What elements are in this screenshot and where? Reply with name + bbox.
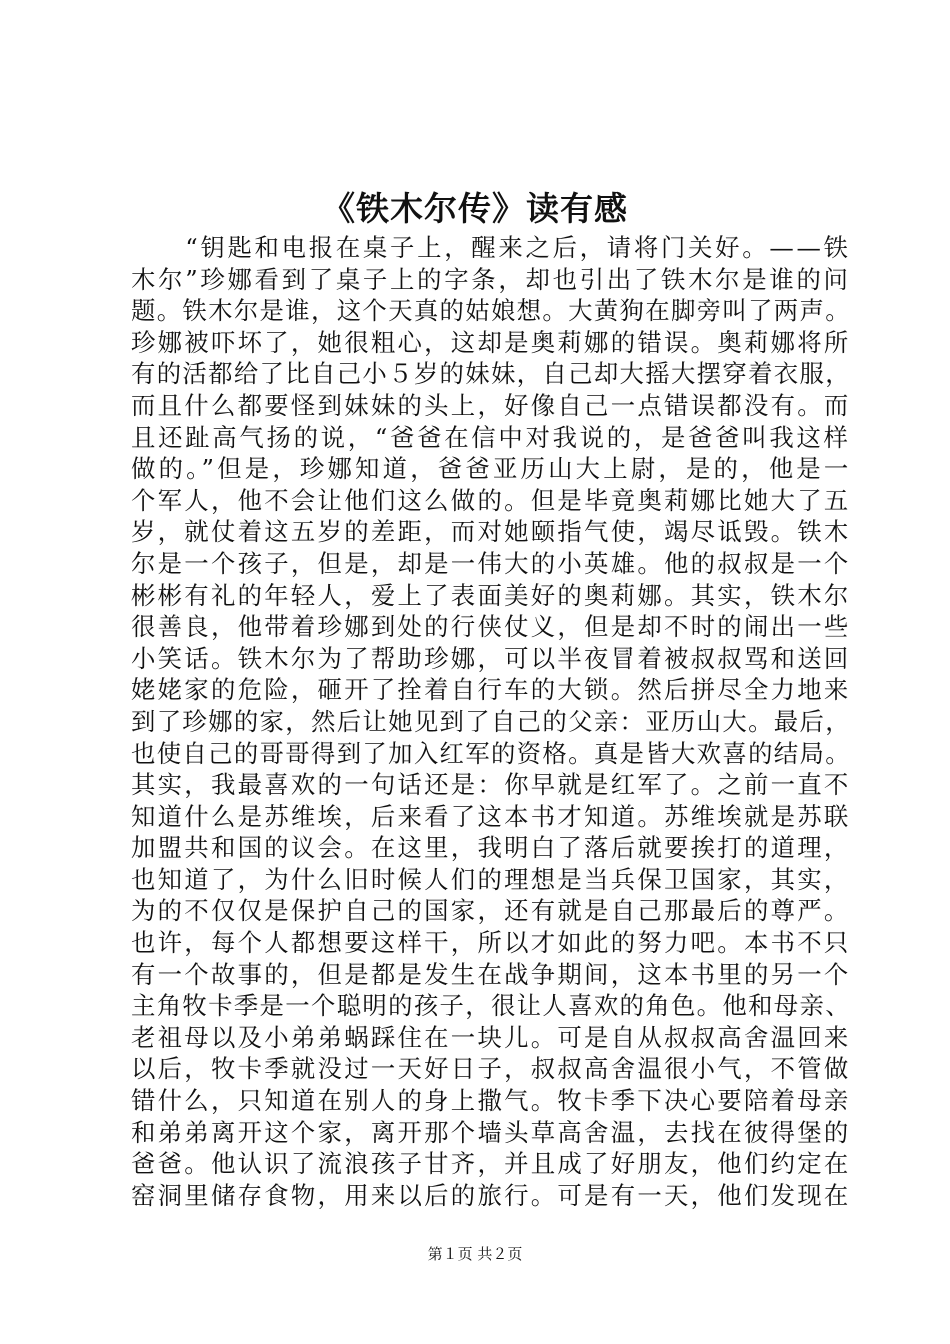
body-line: 珍娜被吓坏了，她很粗心，这却是奥莉娜的错误。奥莉娜将所 [131,327,851,357]
document-body [131,232,851,1211]
body-line: 知道什么是苏维埃，后来看了这本书才知道。苏维埃就是苏联 [131,801,851,831]
body-line: 为的不仅仅是保护自己的国家，还有就是自己那最后的尊严。 [131,896,851,926]
body-line: 做的。”但是，珍娜知道，爸爸亚历山大上尉，是的，他是一 [131,454,852,484]
document-title: 《铁木尔传》读有感 [322,189,628,228]
body-line: 尔是一个孩子，但是，却是一伟大的小英雄。他的叔叔是一个 [131,548,851,578]
body-line: 爸爸。他认识了流浪孩子甘齐，并且成了好朋友，他们约定在 [131,1149,851,1179]
body-line: 很善良，他带着珍娜到处的行侠仗义，但是却不时的闹出一些 [131,612,851,642]
body-line: 有的活都给了比自己小５岁的妹妹，自己却大摇大摆穿着衣服， [131,359,851,389]
body-line: 且还趾高气扬的说，“爸爸在信中对我说的，是爸爸叫我这样 [131,422,851,452]
body-line: 主角牧卡季是一个聪明的孩子，很让人喜欢的角色。他和母亲、 [131,991,851,1021]
body-line: 也使自己的哥哥得到了加入红军的资格。真是皆大欢喜的结局。 [131,738,851,768]
page-footer: 第１页 共２页 [427,1245,523,1263]
body-line: 木尔”珍娜看到了桌子上的字条，却也引出了铁木尔是谁的问 [131,264,851,294]
body-line: 到了珍娜的家，然后让她见到了自己的父亲：亚历山大。最后， [131,706,851,736]
body-line: 以后，牧卡季就没过一天好日子，叔叔高舍温很小气，不管做 [131,1054,851,1084]
body-line: 而且什么都要怪到妹妹的头上，好像自己一点错误都没有。而 [131,390,851,420]
body-line: 岁，就仗着这五岁的差距，而对她颐指气使，竭尽诋毁。铁木 [131,517,851,547]
body-line: 个军人，他不会让他们这么做的。但是毕竟奥莉娜比她大了五 [131,485,851,515]
body-line: 也许，每个人都想要这样干，所以才如此的努力吧。本书不只 [131,928,851,958]
body-line: 其实，我最喜欢的一句话还是：你早就是红军了。之前一直不 [131,770,851,800]
body-line: 窑洞里储存食物，用来以后的旅行。可是有一天，他们发现在 [131,1180,851,1210]
body-line: “钥匙和电报在桌子上，醒来之后，请将门关好。——铁 [131,233,851,262]
body-line: 也知道了，为什么旧时候人们的理想是当兵保卫国家，其实， [131,864,851,894]
body-line: 彬彬有礼的年轻人，爱上了表面美好的奥莉娜。其实，铁木尔 [131,580,851,610]
body-line: 姥姥家的危险，砸开了拴着自行车的大锁。然后拼尽全力地来 [131,675,851,705]
body-line: 错什么，只知道在别人的身上撒气。牧卡季下决心要陪着母亲 [131,1086,851,1116]
body-line: 有一个故事的，但是都是发生在战争期间，这本书里的另一个 [131,959,851,989]
body-line: 老祖母以及小弟弟蜗踩住在一块儿。可是自从叔叔高舍温回来 [131,1022,851,1052]
body-line: 小笑话。铁木尔为了帮助珍娜，可以半夜冒着被叔叔骂和送回 [131,643,851,673]
body-line: 和弟弟离开这个家，离开那个墙头草高舍温，去找在彼得堡的 [131,1117,851,1147]
body-line: 题。铁木尔是谁，这个天真的姑娘想。大黄狗在脚旁叫了两声。 [131,296,851,326]
body-line: 加盟共和国的议会。在这里，我明白了落后就要挨打的道理， [131,833,851,863]
